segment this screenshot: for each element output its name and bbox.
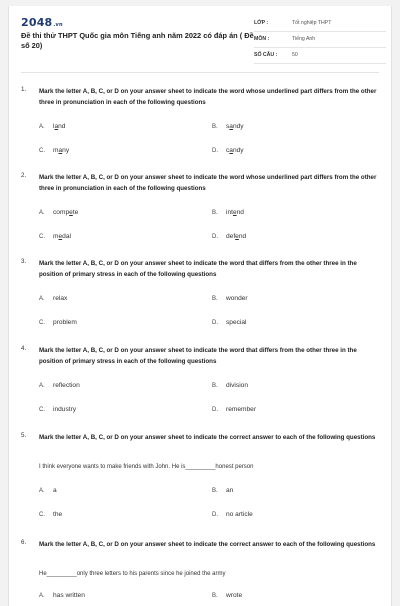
option-a[interactable]: A. reflection: [39, 382, 80, 389]
meta-key: LỚP :: [254, 20, 269, 26]
option-b[interactable]: B. division: [212, 382, 248, 389]
meta-key: MÔN :: [254, 36, 270, 42]
meta-value: 50: [292, 52, 298, 58]
question-stem: Mark the letter A, B, C, or D on your answer sheet to indicate the word that differs from the other three in the position of primary stress in each of the following questions: [39, 347, 357, 365]
exam-title: Đề thi thử THPT Quốc gia môn Tiếng anh năm 2022 có đáp án ( Đề số 20): [21, 31, 254, 50]
question-number: 2.: [21, 172, 27, 179]
option-a[interactable]: A. a: [39, 487, 57, 494]
question-sentence: I think everyone wants to make friends with John. He is_________honest person: [39, 464, 254, 470]
option-d[interactable]: D. special: [212, 319, 247, 326]
question-number: 1.: [21, 86, 27, 93]
option-a[interactable]: A. relax: [39, 295, 68, 302]
question-stem: Mark the letter A, B, C, or D on your answer sheet to indicate the word whose underlined part differs from the other three in pronunciation in each of the following questions: [39, 88, 377, 106]
option-a[interactable]: A. has written: [39, 592, 85, 599]
logo-main: 2048: [21, 16, 53, 29]
question-number: 5.: [21, 432, 27, 439]
logo-sub: .vn: [53, 22, 63, 28]
option-d[interactable]: D. defend: [212, 233, 247, 240]
option-c[interactable]: C. many: [39, 147, 70, 154]
option-a[interactable]: A. land: [39, 123, 66, 130]
meta-row-count: [254, 48, 386, 64]
header-divider: [21, 72, 379, 73]
question-stem: Mark the letter A, B, C, or D on your answer sheet to indicate the word whose underlined part differs from the other three in pronunciation in each of the following questions: [39, 174, 377, 192]
meta-value: Tốt nghiệp THPT: [292, 20, 332, 26]
option-c[interactable]: C. industry: [39, 406, 77, 413]
option-b[interactable]: B. wrote: [212, 592, 243, 599]
document-header: [9, 6, 391, 72]
option-d[interactable]: D. remember: [212, 406, 257, 413]
question-number: 6.: [21, 539, 27, 546]
meta-value: Tiếng Anh: [292, 36, 316, 42]
question-number: 3.: [21, 258, 27, 265]
site-logo[interactable]: [21, 16, 63, 29]
option-b[interactable]: B. wonder: [212, 295, 248, 302]
option-c[interactable]: C. problem: [39, 319, 77, 326]
exam-meta: [254, 16, 386, 64]
question-stem: Mark the letter A, B, C, or D on your answer sheet to indicate the correct answer to each of the following questions: [39, 434, 376, 441]
meta-key: SỐ CÂU :: [254, 52, 278, 58]
option-b[interactable]: B. an: [212, 487, 234, 494]
question-number: 4.: [21, 345, 27, 352]
meta-row-class: [254, 16, 386, 32]
option-c[interactable]: C. the: [39, 511, 63, 518]
option-d[interactable]: D. no article: [212, 511, 253, 518]
document-page: [8, 6, 392, 606]
question-sentence: He_________only three letters to his parents since he joined the army: [39, 571, 226, 577]
option-b[interactable]: B. sandy: [212, 123, 244, 130]
option-a[interactable]: A. compete: [39, 209, 79, 216]
option-d[interactable]: D. candy: [212, 147, 244, 154]
option-b[interactable]: B. intend: [212, 209, 244, 216]
question-stem: Mark the letter A, B, C, or D on your answer sheet to indicate the word that differs from the other three in the position of primary stress in each of the following questions: [39, 260, 357, 278]
meta-row-subject: [254, 32, 386, 48]
option-c[interactable]: C. medal: [39, 233, 71, 240]
question-stem: Mark the letter A, B, C, or D on your answer sheet to indicate the correct answer to each of the following questions: [39, 541, 376, 548]
